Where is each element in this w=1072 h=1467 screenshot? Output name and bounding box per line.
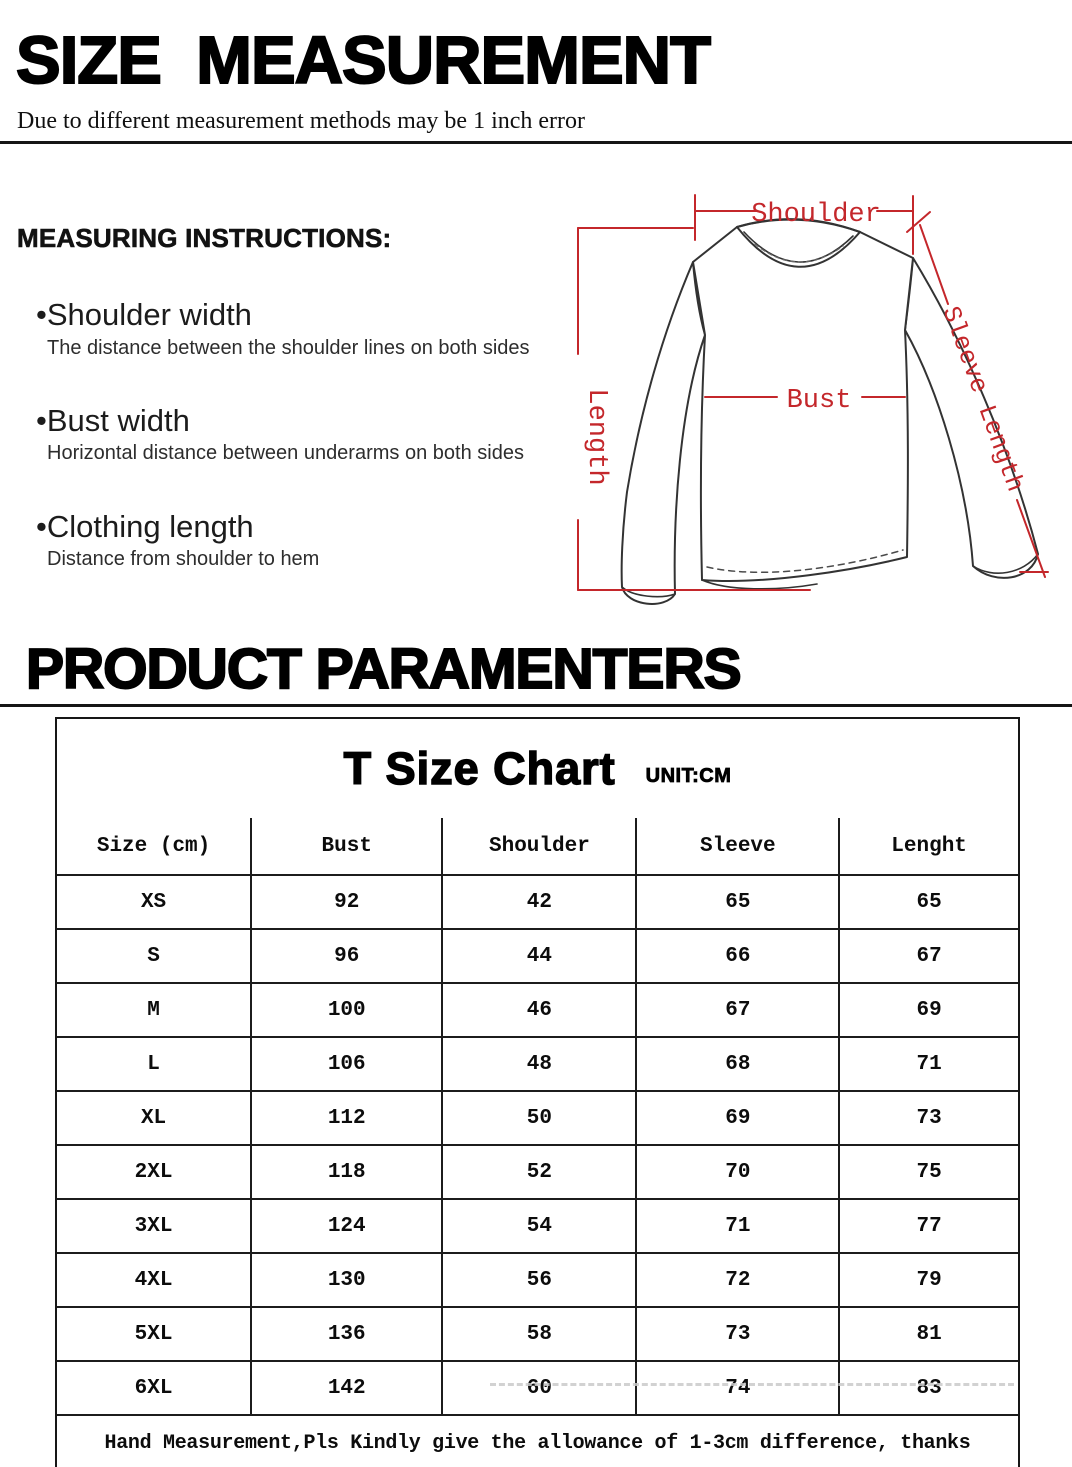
value-cell: 142 <box>251 1361 442 1415</box>
value-cell: 56 <box>442 1253 636 1307</box>
value-cell: 74 <box>636 1361 839 1415</box>
shirt-measurement-diagram <box>565 182 1072 627</box>
size-cell: 2XL <box>57 1145 251 1199</box>
value-cell: 69 <box>839 983 1018 1037</box>
table-row <box>57 1199 1018 1253</box>
value-cell: 130 <box>251 1253 442 1307</box>
value-cell: 50 <box>442 1091 636 1145</box>
value-cell: 67 <box>636 983 839 1037</box>
value-cell: 83 <box>839 1361 1018 1415</box>
value-cell: 67 <box>839 929 1018 983</box>
value-cell: 73 <box>839 1091 1018 1145</box>
value-cell: 44 <box>442 929 636 983</box>
value-cell: 112 <box>251 1091 442 1145</box>
column-header: Bust <box>251 818 442 875</box>
size-chart-unit-label: UNIT:CM <box>645 765 732 787</box>
size-cell: M <box>57 983 251 1037</box>
value-cell: 58 <box>442 1307 636 1361</box>
table-row <box>57 875 1018 929</box>
value-cell: 70 <box>636 1145 839 1199</box>
value-cell: 118 <box>251 1145 442 1199</box>
value-cell: 65 <box>636 875 839 929</box>
size-cell: 5XL <box>57 1307 251 1361</box>
size-chart-box <box>55 717 1020 1467</box>
length-dimension-label: Length <box>581 388 611 486</box>
value-cell: 92 <box>251 875 442 929</box>
instruction-desc-clothing-length: Distance from shoulder to hem <box>47 548 320 570</box>
measuring-instructions-heading: MEASURING INSTRUCTIONS: <box>17 223 392 253</box>
page-subtitle: Due to different measurement methods may be 1 inch error <box>17 108 586 134</box>
size-cell: 3XL <box>57 1199 251 1253</box>
shoulder-dimension-label: Shoulder <box>751 200 881 230</box>
size-cell: L <box>57 1037 251 1091</box>
value-cell: 69 <box>636 1091 839 1145</box>
page-title: SIZE MEASUREMENT <box>16 23 710 98</box>
divider-top <box>0 141 1072 144</box>
table-row <box>57 1361 1018 1415</box>
size-chart-title: T Size Chart <box>343 742 616 794</box>
column-header: Lenght <box>839 818 1018 875</box>
value-cell: 72 <box>636 1253 839 1307</box>
value-cell: 73 <box>636 1307 839 1361</box>
value-cell: 77 <box>839 1199 1018 1253</box>
shirt-left-sleeve <box>622 262 705 604</box>
value-cell: 46 <box>442 983 636 1037</box>
value-cell: 48 <box>442 1037 636 1091</box>
value-cell: 136 <box>251 1307 442 1361</box>
instruction-term-shoulder-width: •Shoulder width <box>36 297 252 332</box>
size-cell: XL <box>57 1091 251 1145</box>
value-cell: 66 <box>636 929 839 983</box>
size-cell: 4XL <box>57 1253 251 1307</box>
table-row <box>57 1145 1018 1199</box>
value-cell: 54 <box>442 1199 636 1253</box>
value-cell: 100 <box>251 983 442 1037</box>
size-cell: XS <box>57 875 251 929</box>
shirt-right-sleeve <box>905 258 1038 578</box>
table-row <box>57 1037 1018 1091</box>
table-row <box>57 983 1018 1037</box>
value-cell: 52 <box>442 1145 636 1199</box>
value-cell: 65 <box>839 875 1018 929</box>
table-footnote: Hand Measurement,Pls Kindly give the allowance of 1-3cm difference, thanks <box>57 1415 1018 1467</box>
value-cell: 79 <box>839 1253 1018 1307</box>
size-cell: 6XL <box>57 1361 251 1415</box>
sleeve-length-dimension-label: Sleeve Length <box>935 302 1030 496</box>
size-chart-title-row <box>57 719 1018 818</box>
divider-parameters <box>0 704 1072 707</box>
column-header: Shoulder <box>442 818 636 875</box>
value-cell: 96 <box>251 929 442 983</box>
column-header: Size (cm) <box>57 818 251 875</box>
table-row <box>57 1307 1018 1361</box>
value-cell: 71 <box>839 1037 1018 1091</box>
value-cell: 60 <box>442 1361 636 1415</box>
instruction-desc-shoulder-width: The distance between the shoulder lines on both sides <box>47 337 530 359</box>
size-table-header-row <box>57 818 1018 875</box>
value-cell: 124 <box>251 1199 442 1253</box>
size-table-footer-row <box>57 1415 1018 1467</box>
value-cell: 75 <box>839 1145 1018 1199</box>
size-cell: S <box>57 929 251 983</box>
watermark-dashes <box>490 1383 1014 1386</box>
value-cell: 71 <box>636 1199 839 1253</box>
value-cell: 42 <box>442 875 636 929</box>
value-cell: 81 <box>839 1307 1018 1361</box>
size-table <box>57 818 1018 1467</box>
value-cell: 106 <box>251 1037 442 1091</box>
column-header: Sleeve <box>636 818 839 875</box>
instruction-desc-bust-width: Horizontal distance between underarms on both sides <box>47 442 524 464</box>
product-parameters-heading: PRODUCT PARAMENTERS <box>26 637 741 701</box>
value-cell: 68 <box>636 1037 839 1091</box>
bust-dimension-label: Bust <box>786 386 852 416</box>
instruction-term-clothing-length: •Clothing length <box>36 509 254 544</box>
table-row <box>57 1091 1018 1145</box>
table-row <box>57 929 1018 983</box>
table-row <box>57 1253 1018 1307</box>
instruction-term-bust-width: •Bust width <box>36 403 190 438</box>
